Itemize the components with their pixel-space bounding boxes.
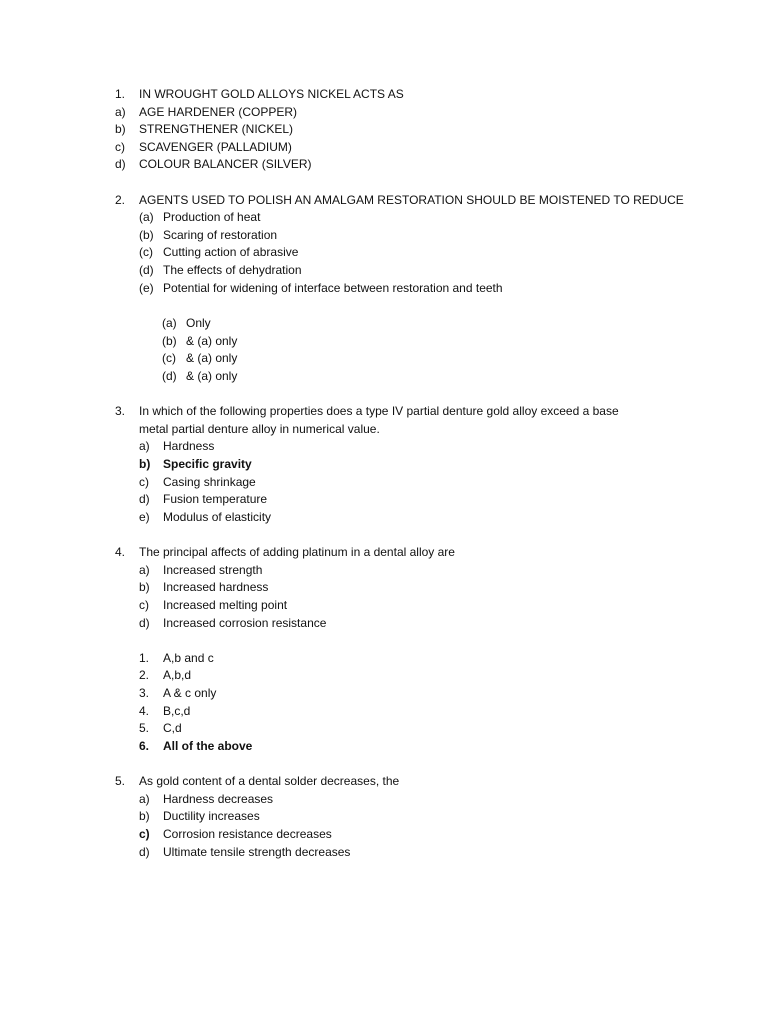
option-text: Increased strength xyxy=(163,563,263,577)
option-marker: e) xyxy=(139,510,150,524)
answer-marker: (a) xyxy=(162,316,177,330)
question-number: 1. xyxy=(115,87,126,101)
question-stem: AGENTS USED TO POLISH AN AMALGAM RESTORATION SHOULD BE MOISTENED TO REDUCE xyxy=(139,193,684,207)
question-stem-continuation: metal partial denture alloy in numerical value. xyxy=(139,422,380,436)
option-marker: (d) xyxy=(139,263,154,277)
option-marker: b) xyxy=(139,809,150,823)
question-stem: As gold content of a dental solder decreases, the xyxy=(139,774,400,788)
option-marker: d) xyxy=(139,616,150,630)
option-text: Production of heat xyxy=(163,210,261,224)
answer-marker: 5. xyxy=(139,721,150,735)
option-text: Corrosion resistance decreases xyxy=(163,827,332,841)
answer-text: A,b and c xyxy=(163,651,214,665)
answer-marker: 3. xyxy=(139,686,150,700)
option-marker: c) xyxy=(139,475,149,489)
option-marker: a) xyxy=(115,105,126,119)
answer-marker: 1. xyxy=(139,651,150,665)
question-number: 3. xyxy=(115,404,126,418)
answer-text: & (a) only xyxy=(186,369,238,383)
option-text: Increased hardness xyxy=(163,580,269,594)
answer-marker: (c) xyxy=(162,351,176,365)
answer-text: A,b,d xyxy=(163,668,192,682)
option-marker: (e) xyxy=(139,281,154,295)
option-text: Casing shrinkage xyxy=(163,475,256,489)
answer-text: & (a) only xyxy=(186,351,238,365)
question-number: 5. xyxy=(115,774,126,788)
option-marker: c) xyxy=(139,598,149,612)
option-text: Specific gravity xyxy=(163,457,252,471)
question-stem: IN WROUGHT GOLD ALLOYS NICKEL ACTS AS xyxy=(139,87,404,101)
option-marker: (a) xyxy=(139,210,154,224)
option-marker: b) xyxy=(115,122,126,136)
option-text: AGE HARDENER (COPPER) xyxy=(139,105,298,119)
option-marker: c) xyxy=(139,827,150,841)
answer-text: Only xyxy=(186,316,211,330)
option-marker: b) xyxy=(139,457,151,471)
option-text: Hardness xyxy=(163,439,215,453)
answer-marker: (b) xyxy=(162,334,177,348)
option-marker: a) xyxy=(139,792,150,806)
option-marker: d) xyxy=(115,157,126,171)
option-text: Fusion temperature xyxy=(163,492,268,506)
option-text: Scaring of restoration xyxy=(163,228,278,242)
option-text: STRENGTHENER (NICKEL) xyxy=(139,122,294,136)
option-text: Increased corrosion resistance xyxy=(163,616,327,630)
answer-text: All of the above xyxy=(163,739,253,753)
question-stem: In which of the following properties does a type IV partial denture gold alloy exceed a base xyxy=(139,404,619,418)
option-marker: a) xyxy=(139,439,150,453)
option-text: Potential for widening of interface between restoration and teeth xyxy=(163,281,503,295)
answer-marker: (d) xyxy=(162,369,177,383)
answer-text: C,d xyxy=(163,721,182,735)
option-text: Ductility increases xyxy=(163,809,260,823)
answer-marker: 6. xyxy=(139,739,150,753)
answer-text: B,c,d xyxy=(163,704,191,718)
option-text: Cutting action of abrasive xyxy=(163,245,299,259)
option-marker: a) xyxy=(139,563,150,577)
option-marker: (c) xyxy=(139,245,153,259)
question-stem: The principal affects of adding platinum in a dental alloy are xyxy=(139,545,455,559)
option-text: Ultimate tensile strength decreases xyxy=(163,845,351,859)
option-marker: c) xyxy=(115,140,125,154)
option-marker: d) xyxy=(139,845,150,859)
question-number: 4. xyxy=(115,545,126,559)
answer-marker: 2. xyxy=(139,668,150,682)
option-text: SCAVENGER (PALLADIUM) xyxy=(139,140,292,154)
option-text: COLOUR BALANCER (SILVER) xyxy=(139,157,312,171)
answer-marker: 4. xyxy=(139,704,150,718)
option-text: Hardness decreases xyxy=(163,792,274,806)
option-text: Increased melting point xyxy=(163,598,288,612)
answer-text: A & c only xyxy=(163,686,217,700)
option-marker: (b) xyxy=(139,228,154,242)
option-text: Modulus of elasticity xyxy=(163,510,272,524)
option-text: The effects of dehydration xyxy=(163,263,302,277)
option-marker: d) xyxy=(139,492,150,506)
answer-text: & (a) only xyxy=(186,334,238,348)
question-number: 2. xyxy=(115,193,126,207)
option-marker: b) xyxy=(139,580,150,594)
